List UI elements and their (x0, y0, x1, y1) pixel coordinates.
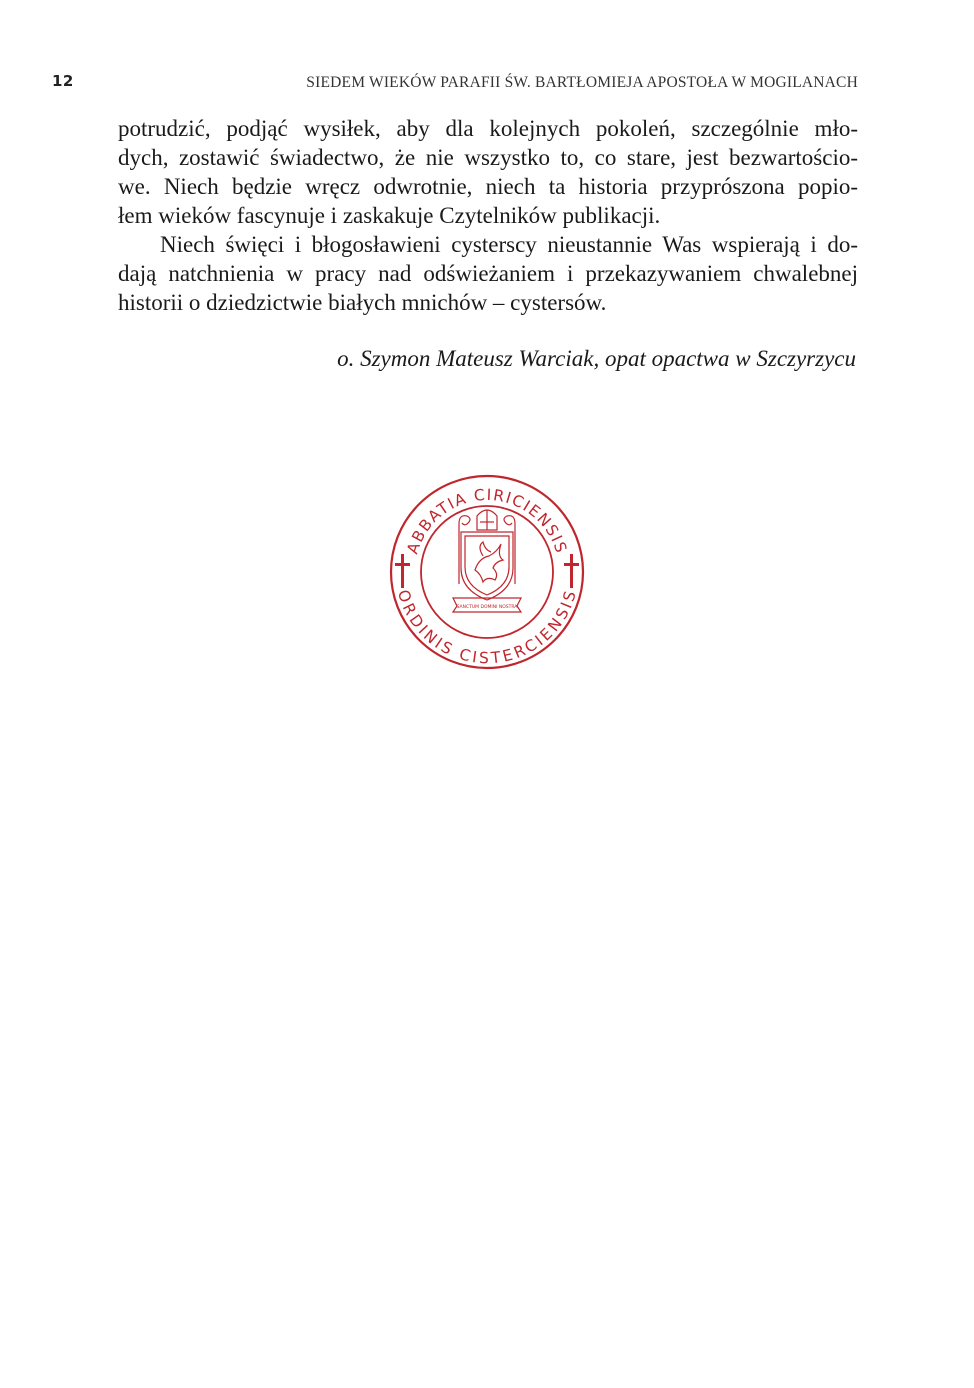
body-line: Niech święci i błogosławieni cysterscy nieustannie Was wspierają i do- (160, 232, 858, 257)
body-line: łem wieków fascynuje i zaskakuje Czytelników publikacji. (118, 203, 661, 228)
seal-graphic (387, 472, 587, 672)
body-text (118, 114, 858, 317)
page-number: 12 (52, 72, 74, 90)
body-line: potrudzić, podjąć wysiłek, aby dla kolejnych pokoleń, szczególnie mło- (118, 116, 858, 141)
cross-icon-left (395, 554, 410, 588)
coat-of-arms-icon (453, 510, 521, 612)
seal-top-text: ABBATIA CIRICIENSIS (403, 485, 571, 557)
seal-bottom-text: ORDINIS CISTERCIENSIS (393, 587, 581, 668)
body-line: we. Niech będzie wręcz odwrotnie, niech ta historia przyprószona popio- (118, 174, 858, 199)
body-line: historii o dziedzictwie białych mnichów – cystersów. (118, 290, 607, 315)
body-line: dych, zostawić świadectwo, że nie wszystko to, co stare, jest bezwartościo- (118, 145, 858, 170)
cross-icon-right (564, 554, 579, 588)
seal-banner-text: SANCTUM DOMINI NOSTRA (456, 605, 518, 610)
signature: o. Szymon Mateusz Warciak, opat opactwa w Szczyrzycu (337, 346, 856, 371)
running-header: SIEDEM WIEKÓW PARAFII ŚW. BARTŁOMIEJA APOSTOŁA W MOGILANACH (306, 74, 858, 91)
body-line: dają natchnienia w pracy nad odświeżaniem i przekazywaniem chwalebnej (118, 261, 858, 286)
abbey-seal-logo (387, 472, 587, 672)
